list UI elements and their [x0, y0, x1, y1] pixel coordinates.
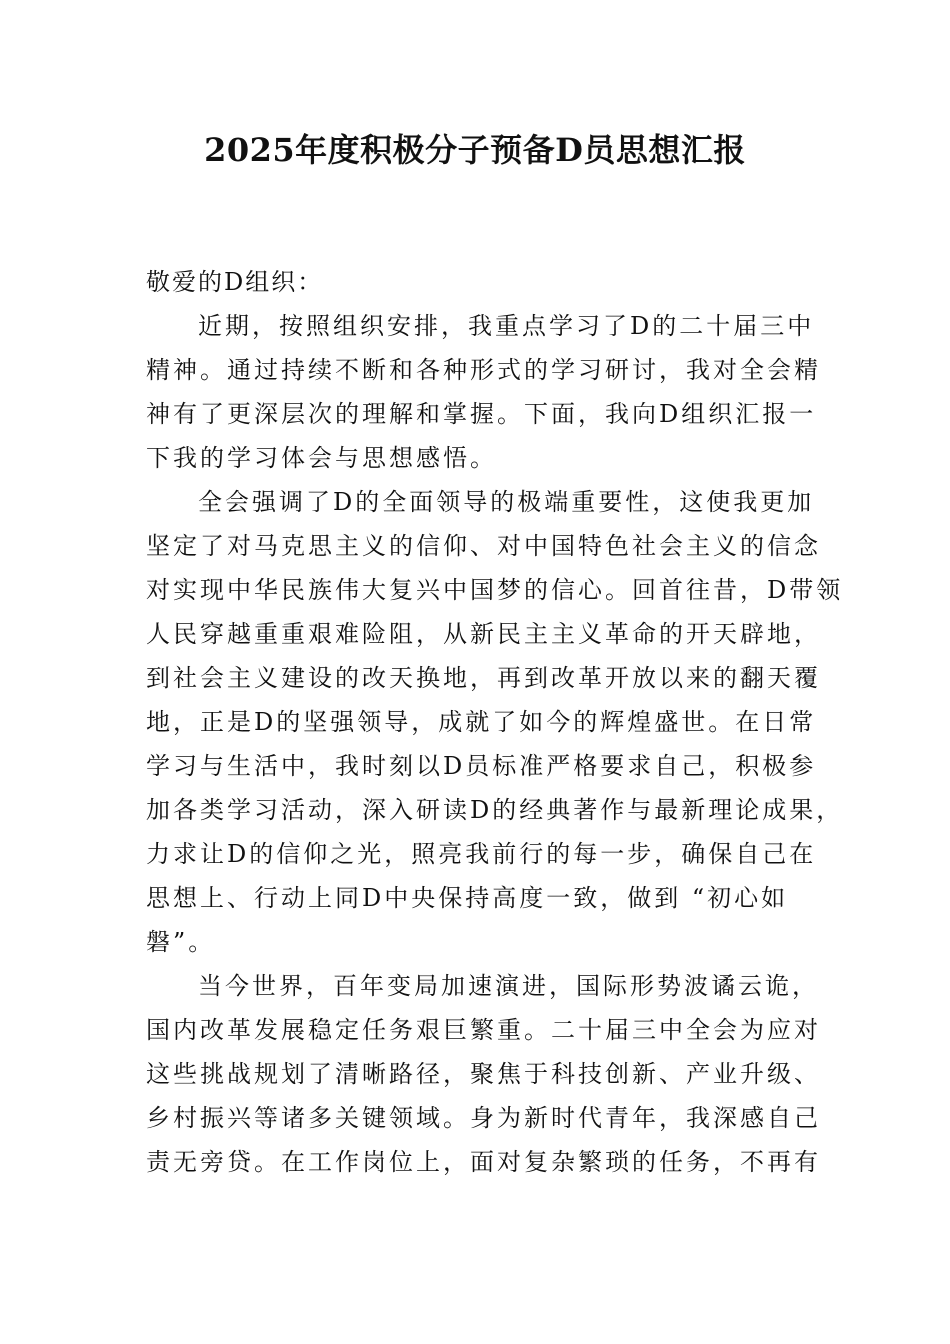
text-line: 国内改革发展稳定任务艰巨繁重。二十届三中全会为应对	[146, 1016, 821, 1044]
salutation: 敬爱的D组织：	[146, 268, 324, 296]
text-line: 近期，按照组织安排，我重点学习了D的二十届三中	[198, 312, 815, 340]
text-line: 乡村振兴等诸多关键领域。身为新时代青年，我深感自己	[146, 1104, 821, 1132]
text-line: 精神。通过持续不断和各种形式的学习研讨，我对全会精	[146, 356, 821, 384]
text-line: 力求让D的信仰之光，照亮我前行的每一步，确保自己在	[146, 840, 817, 868]
text-line: 人民穿越重重艰难险阻，从新民主主义革命的开天辟地，	[146, 620, 821, 648]
document-body	[146, 260, 844, 1184]
text-line: 磐”。	[146, 928, 216, 956]
text-line: 思想上、行动上同D中央保持高度一致，做到 “初心如	[146, 884, 789, 912]
text-line: 当今世界，百年变局加速演进，国际形势波谲云诡，	[198, 972, 819, 1000]
text-line: 这些挑战规划了清晰路径，聚焦于科技创新、产业升级、	[146, 1060, 821, 1088]
text-line: 下我的学习体会与思想感悟。	[146, 444, 497, 472]
text-line: 对实现中华民族伟大复兴中国梦的信心。回首往昔，D带领	[146, 576, 844, 604]
text-line: 学习与生活中，我时刻以D员标准严格要求自己，积极参	[146, 752, 817, 780]
text-line: 坚定了对马克思主义的信仰、对中国特色社会主义的信念	[146, 532, 821, 560]
text-line: 到社会主义建设的改天换地，再到改革开放以来的翻天覆	[146, 664, 821, 692]
text-line: 责无旁贷。在工作岗位上，面对复杂繁琐的任务，不再有	[146, 1148, 821, 1176]
text-line: 神有了更深层次的理解和掌握。下面，我向D组织汇报一	[146, 400, 817, 428]
text-line: 加各类学习活动，深入研读D的经典著作与最新理论成果，	[146, 796, 844, 824]
text-line: 地，正是D的坚强领导，成就了如今的辉煌盛世。在日常	[146, 708, 817, 736]
paragraph-2	[146, 480, 844, 964]
paragraph-3	[146, 964, 821, 1184]
document-title: 2025年度积极分子预备D员思想汇报	[204, 131, 746, 169]
paragraph-1	[146, 304, 821, 480]
text-line: 全会强调了D的全面领导的极端重要性，这使我更加	[198, 488, 815, 516]
